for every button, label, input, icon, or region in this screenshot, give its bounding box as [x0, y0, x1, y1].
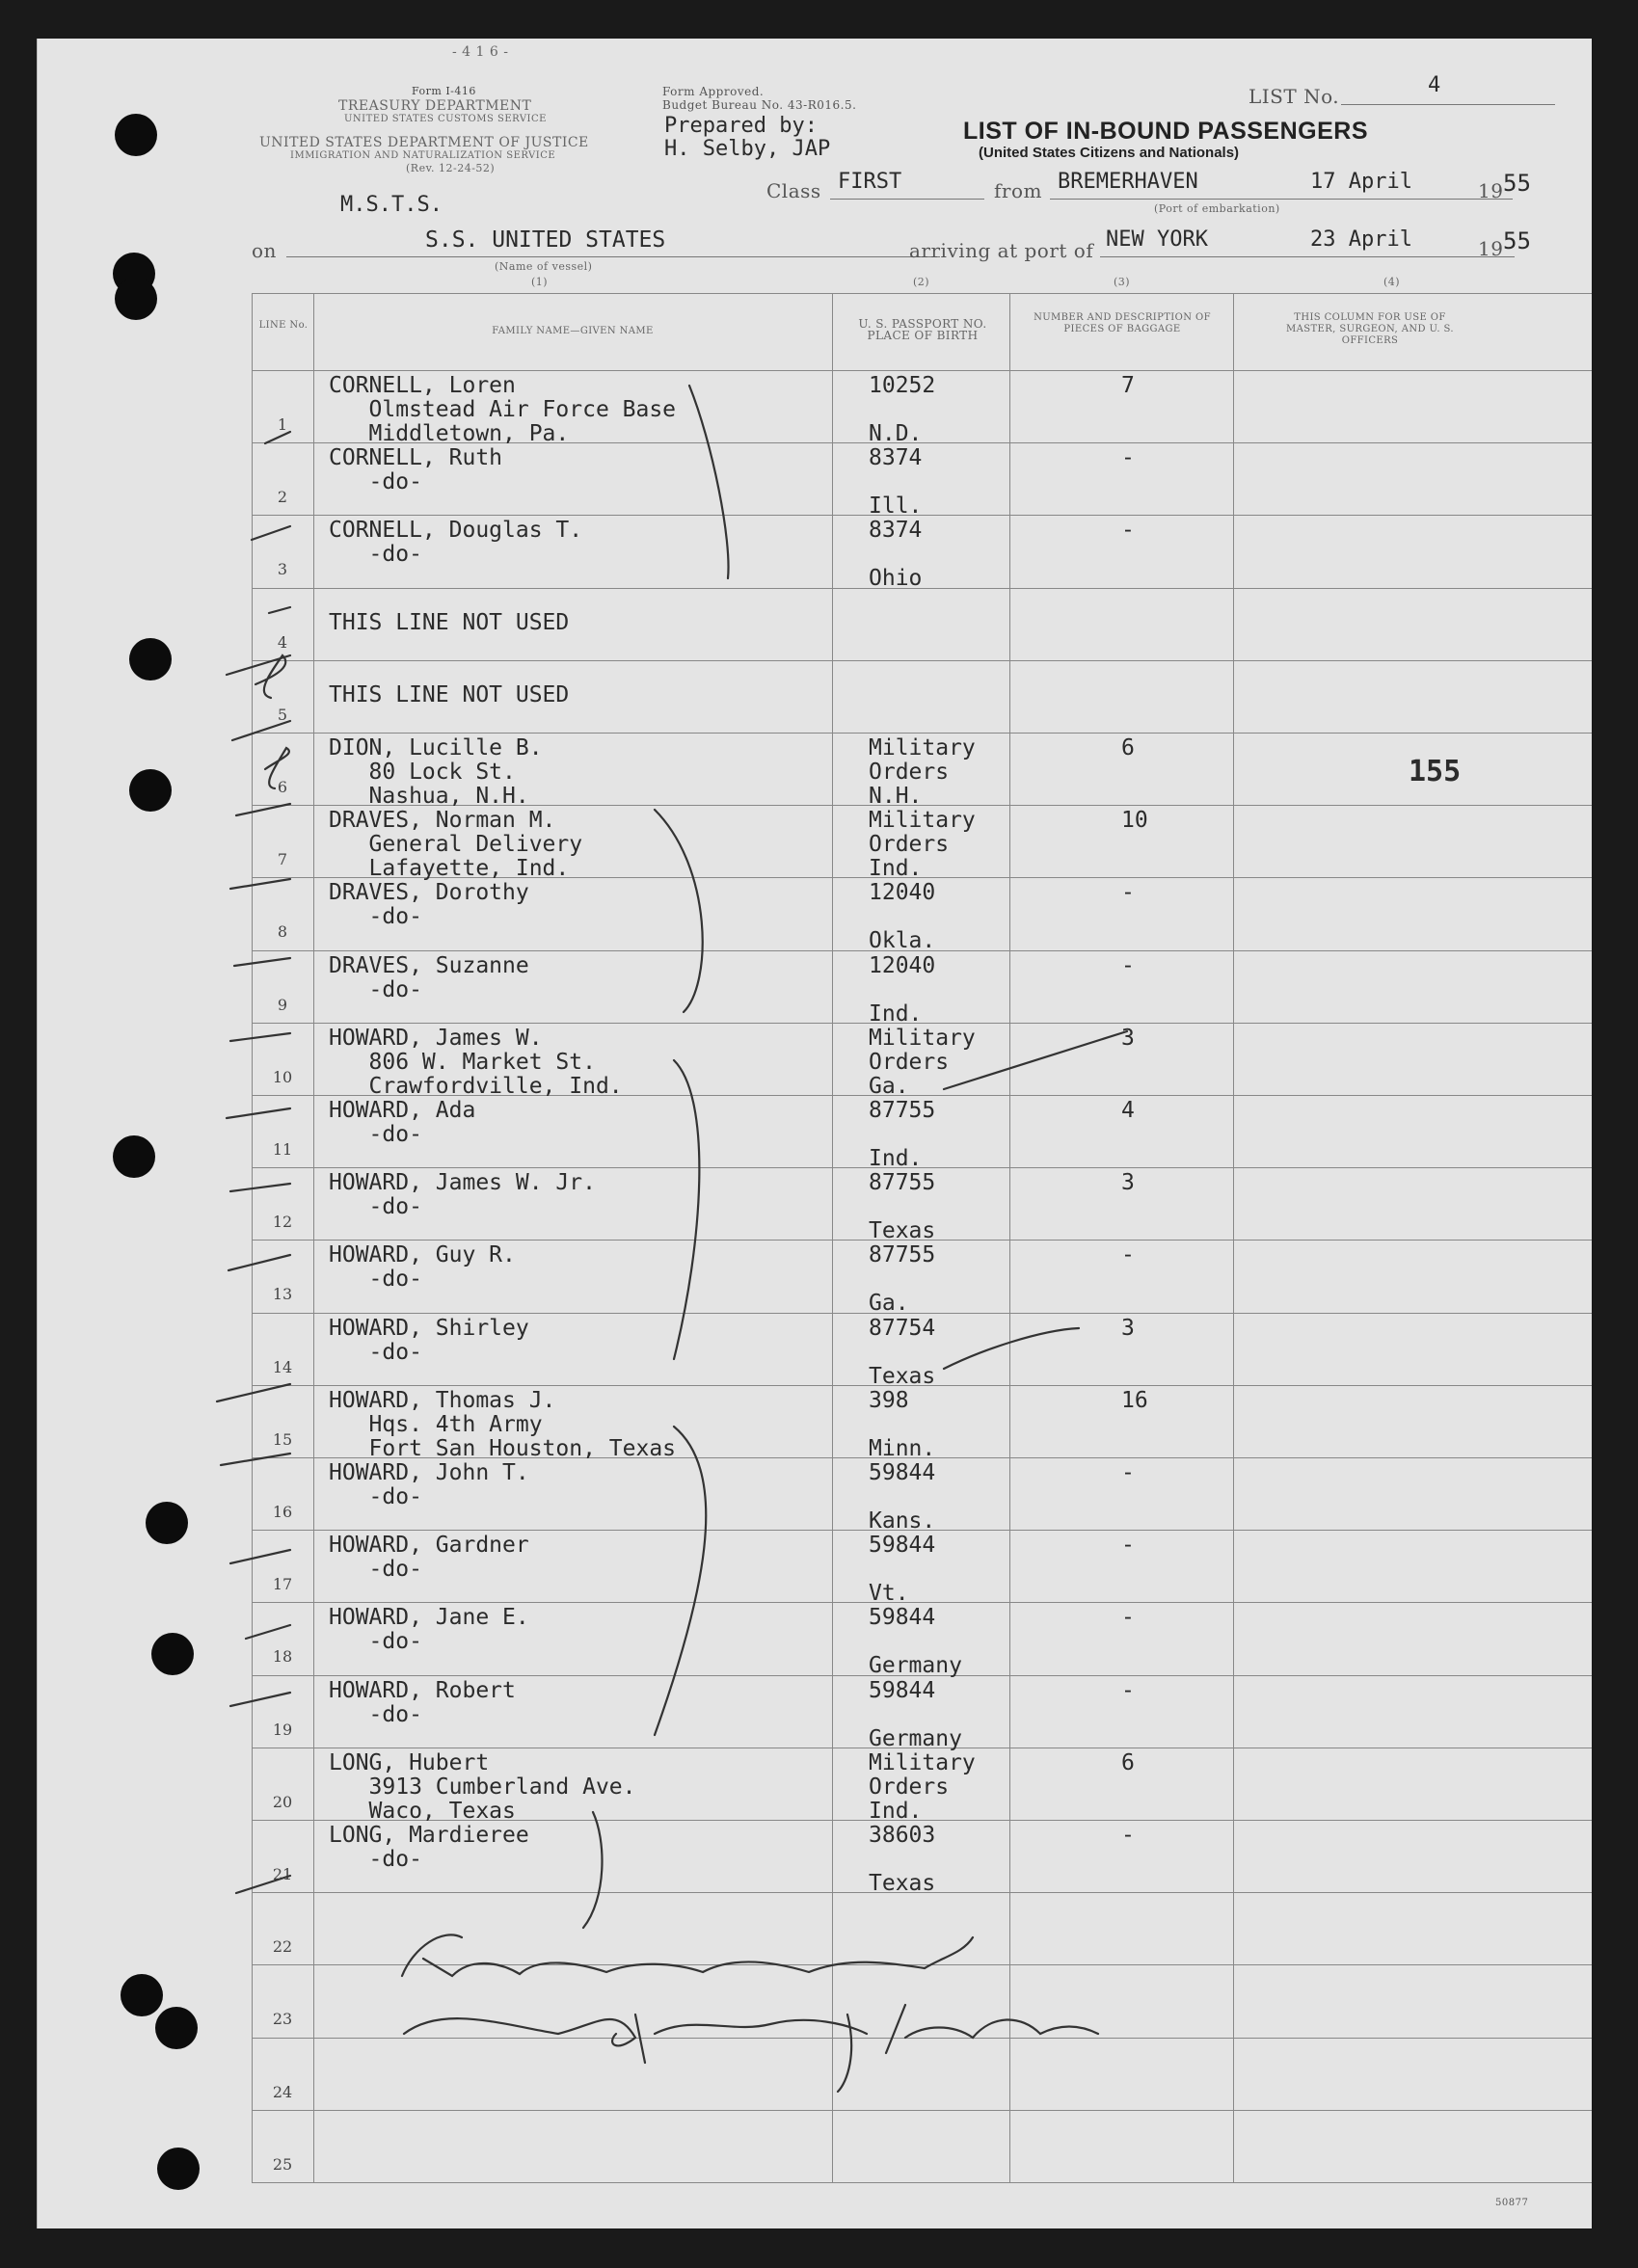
officer-note: 155 — [1409, 755, 1462, 788]
prepared-by: H. Selby, JAP — [664, 137, 831, 161]
embark-year-prefix: 19 — [1478, 179, 1504, 202]
passport-birthplace: 8374 Ill. — [869, 445, 923, 519]
form-number: Form I-416 — [412, 85, 476, 97]
from-label: from — [994, 179, 1042, 202]
table-row — [38, 588, 1592, 660]
col-header-officers: THIS COLUMN FOR USE OF MASTER, SURGEON, AND U. S. OFFICERS — [1285, 312, 1455, 346]
baggage-count: 7 — [1121, 373, 1135, 398]
passenger-name: HOWARD, John T. -do- — [329, 1460, 529, 1509]
vessel-name: S.S. UNITED STATES — [425, 227, 666, 253]
passenger-name: HOWARD, Guy R. -do- — [329, 1242, 516, 1292]
line-number: 1 — [277, 415, 288, 434]
table-row — [38, 1530, 1592, 1606]
passenger-name: HOWARD, Robert -do- — [329, 1678, 516, 1727]
table-row — [38, 1167, 1592, 1243]
port-embark-caption: (Port of embarkation) — [1154, 202, 1280, 215]
table-row — [38, 1457, 1592, 1534]
passenger-name: DION, Lucille B. 80 Lock St. Nashua, N.H. — [329, 735, 543, 809]
passenger-name: HOWARD, Thomas J. Hqs. 4th Army Fort San Houston, Texas — [329, 1388, 677, 1461]
customs-service: UNITED STATES CUSTOMS SERVICE — [344, 114, 547, 124]
form-subtitle: (United States Citizens and Nationals) — [979, 145, 1240, 161]
table-row — [38, 950, 1592, 1027]
passport-birthplace: 87755 Texas — [869, 1170, 936, 1243]
line-number: 11 — [272, 1140, 293, 1159]
form-page — [37, 39, 1592, 2228]
line-number: 12 — [272, 1213, 293, 1231]
col-header-line-no: LINE No. — [258, 320, 309, 331]
passport-birthplace: 59844 Kans. — [869, 1460, 936, 1534]
table-row — [38, 442, 1592, 519]
baggage-count: - — [1121, 1605, 1135, 1630]
passport-birthplace: Military Orders N.H. — [869, 735, 976, 809]
table-row — [38, 1748, 1592, 1824]
baggage-count: 16 — [1121, 1388, 1148, 1413]
line-number: 6 — [277, 778, 288, 796]
passenger-name: CORNELL, Douglas T. -do- — [329, 518, 583, 567]
baggage-count: 3 — [1121, 1026, 1135, 1051]
passenger-name: DRAVES, Dorothy -do- — [329, 880, 529, 929]
table-row — [38, 1820, 1592, 1896]
passenger-name: THIS LINE NOT USED — [329, 610, 570, 635]
col-header-passport: U. S. PASSPORT NO. PLACE OF BIRTH — [858, 317, 987, 342]
arrival-year: 55 — [1503, 227, 1531, 254]
treasury-dept: TREASURY DEPARTMENT — [338, 98, 532, 114]
passport-birthplace: 59844 Germany — [869, 1605, 962, 1678]
passenger-name: HOWARD, Shirley -do- — [329, 1316, 529, 1365]
baggage-count: 3 — [1121, 1170, 1135, 1195]
table-row — [38, 1240, 1592, 1316]
passenger-name: HOWARD, Gardner -do- — [329, 1533, 529, 1582]
table-row — [38, 733, 1592, 809]
class-label: Class — [766, 179, 821, 202]
baggage-count: - — [1121, 953, 1135, 978]
col-num-4: (4) — [1383, 276, 1401, 288]
line-number: 23 — [272, 2010, 293, 2028]
table-row — [38, 805, 1592, 881]
line-number: 25 — [272, 2155, 293, 2174]
punch-hole — [115, 114, 157, 156]
passport-birthplace: 87755 Ind. — [869, 1098, 936, 1171]
form-approved: Form Approved. — [662, 85, 765, 98]
passport-birthplace: 12040 Ind. — [869, 953, 936, 1027]
justice-dept: UNITED STATES DEPARTMENT OF JUSTICE — [259, 135, 589, 150]
baggage-count: - — [1121, 1242, 1135, 1267]
passport-birthplace: Military Orders Ga. — [869, 1026, 976, 1099]
vessel-caption: (Name of vessel) — [495, 260, 593, 273]
table-row — [38, 1095, 1592, 1171]
passenger-name: HOWARD, Ada -do- — [329, 1098, 476, 1147]
passport-birthplace: Military Orders Ind. — [869, 1750, 976, 1824]
table-row — [38, 1675, 1592, 1751]
line-number: 17 — [272, 1575, 293, 1593]
line-number: 4 — [277, 633, 288, 652]
baggage-count: - — [1121, 1823, 1135, 1848]
line-number: 7 — [277, 850, 288, 868]
form-title: LIST OF IN-BOUND PASSENGERS — [963, 118, 1369, 145]
line-number: 5 — [277, 706, 288, 724]
table-row — [38, 370, 1592, 446]
line-number: 21 — [272, 1865, 293, 1883]
passenger-name: LONG, Hubert 3913 Cumberland Ave. Waco, Texas — [329, 1750, 636, 1824]
passenger-name: CORNELL, Loren Olmstead Air Force Base Middletown, Pa. — [329, 373, 677, 446]
line-number: 22 — [272, 1937, 293, 1956]
col-num-3: (3) — [1114, 276, 1131, 288]
embark-port: BREMERHAVEN — [1058, 170, 1198, 194]
line-number: 10 — [272, 1068, 293, 1086]
prepared-by-label: Prepared by: — [664, 114, 818, 138]
ins-service: IMMIGRATION AND NATURALIZATION SERVICE — [290, 150, 556, 161]
baggage-count: 6 — [1121, 1750, 1135, 1775]
line-number: 9 — [277, 996, 288, 1014]
line-number: 14 — [272, 1358, 293, 1376]
on-label: on — [252, 239, 277, 262]
line-number: 15 — [272, 1430, 293, 1449]
passport-birthplace: 87754 Texas — [869, 1316, 936, 1389]
passport-birthplace: 10252 N.D. — [869, 373, 936, 446]
passport-birthplace: 59844 Vt. — [869, 1533, 936, 1606]
table-row — [38, 1313, 1592, 1389]
passport-birthplace: 8374 Ohio — [869, 518, 923, 591]
passenger-name: CORNELL, Ruth -do- — [329, 445, 503, 494]
embark-date: 17 April — [1310, 170, 1412, 194]
msts: M.S.T.S. — [340, 193, 443, 217]
passenger-name: HOWARD, Jane E. -do- — [329, 1605, 529, 1654]
col-header-name: FAMILY NAME—GIVEN NAME — [492, 326, 654, 336]
passport-birthplace: 398 Minn. — [869, 1388, 936, 1461]
passport-birthplace: 59844 Germany — [869, 1678, 962, 1751]
table-row — [38, 515, 1592, 591]
line-number: 16 — [272, 1503, 293, 1521]
top-marks: - 4 1 6 - — [452, 44, 509, 60]
passenger-name: THIS LINE NOT USED — [329, 682, 570, 707]
table-row — [38, 660, 1592, 733]
baggage-count: 4 — [1121, 1098, 1135, 1123]
arrival-port: NEW YORK — [1106, 227, 1208, 252]
table-row — [38, 877, 1592, 953]
table-row — [38, 1602, 1592, 1678]
baggage-count: - — [1121, 1533, 1135, 1558]
line-number: 2 — [277, 488, 288, 506]
footer-code: 50877 — [1495, 2198, 1529, 2208]
budget-bureau: Budget Bureau No. 43-R016.5. — [662, 98, 857, 112]
baggage-count: - — [1121, 1678, 1135, 1703]
baggage-count: - — [1121, 518, 1135, 543]
embark-year: 55 — [1503, 170, 1531, 197]
passport-birthplace: Military Orders Ind. — [869, 808, 976, 881]
col-num-1: (1) — [531, 276, 549, 288]
passenger-name: DRAVES, Norman M. General Delivery Lafayette, Ind. — [329, 808, 583, 881]
table-row — [38, 2038, 1592, 2110]
passport-birthplace: 38603 Texas — [869, 1823, 936, 1896]
line-number: 8 — [277, 922, 288, 941]
line-number: 24 — [272, 2083, 293, 2101]
list-label: LIST No. — [1249, 85, 1340, 108]
col-header-baggage: NUMBER AND DESCRIPTION OF PIECES OF BAGGAGE — [1034, 312, 1211, 334]
table-row — [38, 2110, 1592, 2182]
line-number: 13 — [272, 1285, 293, 1303]
line-number: 20 — [272, 1793, 293, 1811]
baggage-count: - — [1121, 445, 1135, 470]
arrival-date: 23 April — [1310, 227, 1412, 252]
line-number: 19 — [272, 1721, 293, 1739]
passenger-name: DRAVES, Suzanne -do- — [329, 953, 529, 1002]
baggage-count: 6 — [1121, 735, 1135, 760]
table-row — [38, 1385, 1592, 1461]
passenger-name: LONG, Mardieree -do- — [329, 1823, 529, 1872]
class-value: FIRST — [838, 170, 902, 194]
baggage-count: - — [1121, 880, 1135, 905]
list-number: 4 — [1428, 73, 1441, 97]
arriving-label: arriving at port of — [909, 239, 1094, 262]
passport-birthplace: 87755 Ga. — [869, 1242, 936, 1316]
arrival-year-prefix: 19 — [1478, 237, 1504, 260]
passport-birthplace: 12040 Okla. — [869, 880, 936, 953]
line-number: 18 — [272, 1647, 293, 1666]
baggage-count: 3 — [1121, 1316, 1135, 1341]
line-number: 3 — [277, 560, 288, 578]
col-num-2: (2) — [913, 276, 930, 288]
revision: (Rev. 12-24-52) — [406, 162, 496, 174]
table-row — [38, 1023, 1592, 1099]
passenger-name: HOWARD, James W. 806 W. Market St. Crawfordville, Ind. — [329, 1026, 623, 1099]
punch-hole — [115, 278, 157, 320]
baggage-count: 10 — [1121, 808, 1148, 833]
table-row — [38, 1892, 1592, 1964]
passenger-name: HOWARD, James W. Jr. -do- — [329, 1170, 596, 1219]
baggage-count: - — [1121, 1460, 1135, 1485]
table-row — [38, 1964, 1592, 2037]
